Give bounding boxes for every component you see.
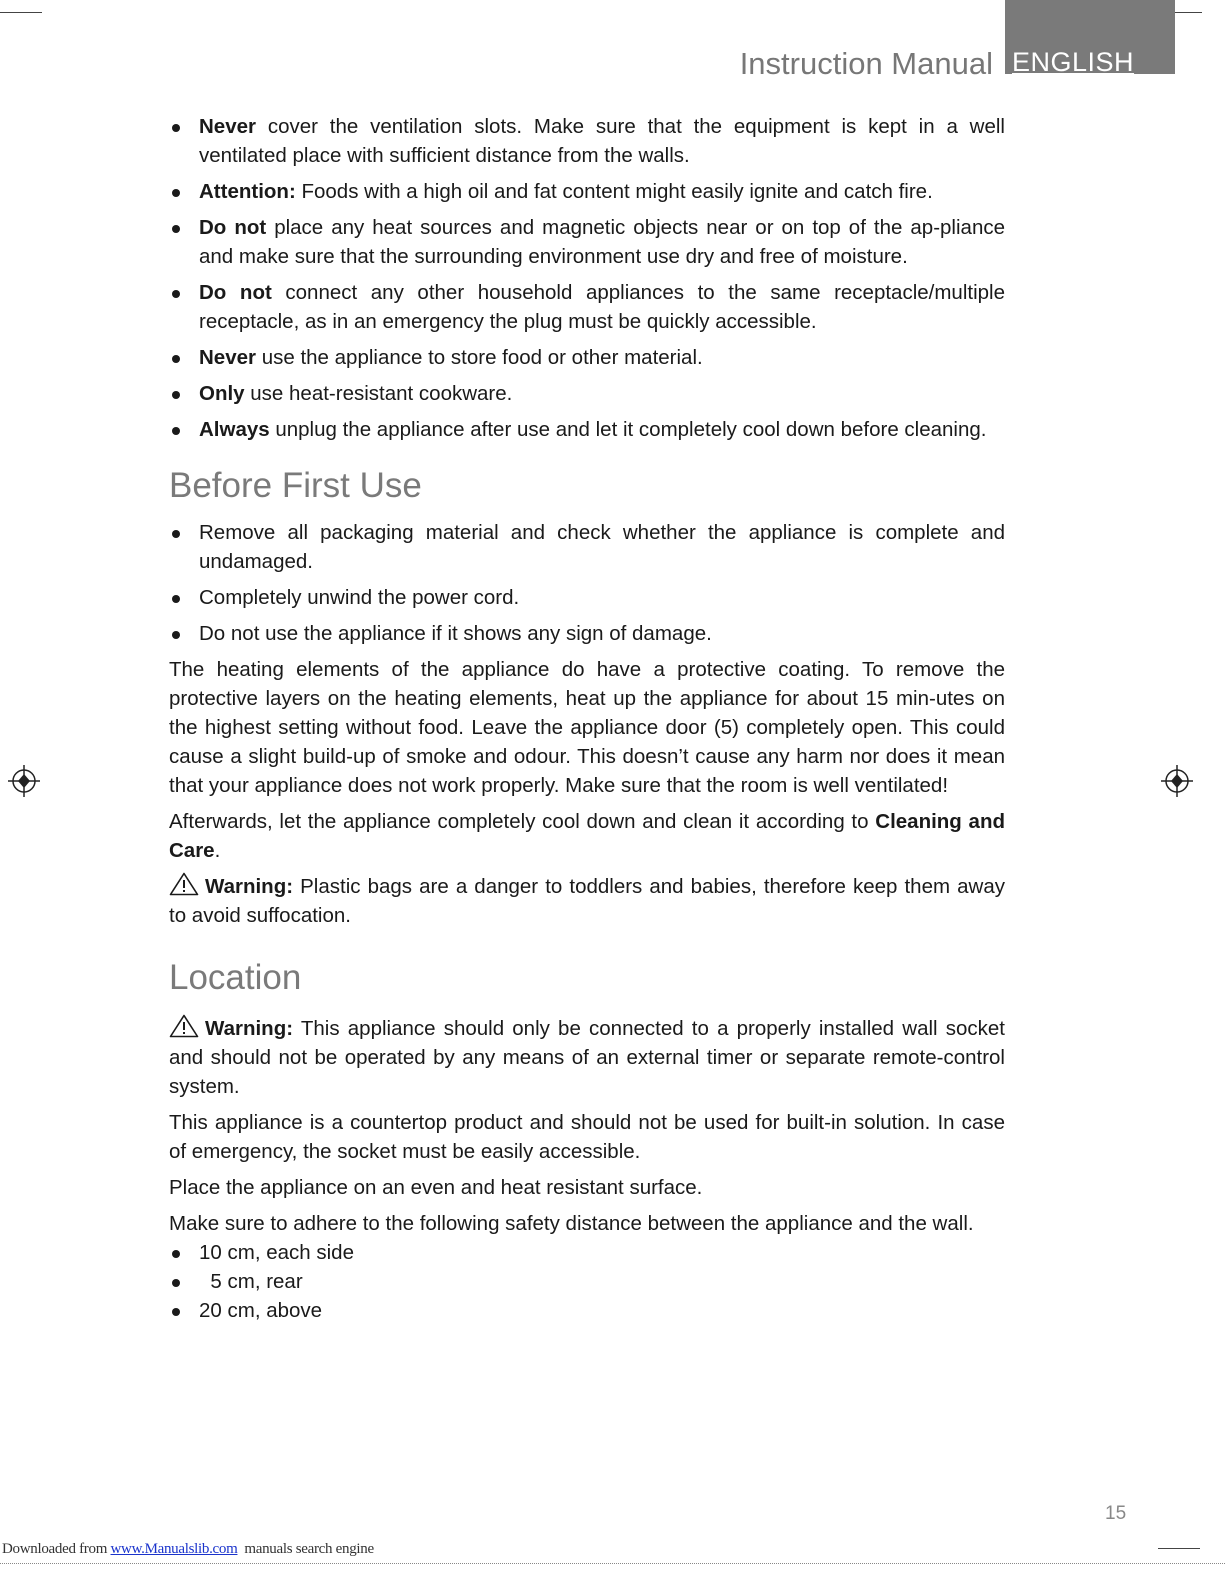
cleaning-care-reference: Cleaning and Care xyxy=(169,810,1005,862)
lead-word: Never xyxy=(199,346,256,369)
item-text: place any heat sources and magnetic objects near or on top of the ap-pliance and make sure that the surrounding environment use dry and free of moisture. xyxy=(199,216,1005,268)
language-label: ENGLISH xyxy=(1012,47,1135,77)
distance-list xyxy=(169,1238,1005,1325)
before-first-use-list xyxy=(169,518,1005,648)
manualslib-link[interactable]: www.Manualslib.com xyxy=(110,1541,238,1557)
afterwards-paragraph xyxy=(169,807,1005,865)
footer-prefix: Downloaded from xyxy=(2,1541,111,1557)
download-footer xyxy=(2,1541,374,1558)
lead-word: Attention: xyxy=(199,180,296,203)
safety-list xyxy=(169,112,1005,444)
list-item xyxy=(169,177,1005,206)
socket-warning xyxy=(169,1014,1005,1101)
list-item: Do not use the appliance if it shows any sign of damage. xyxy=(169,619,1005,648)
page-content xyxy=(169,112,1005,1325)
paragraph-text: Afterwards, let the appliance completely cool down and clean it according to xyxy=(169,810,876,833)
item-text: use the appliance to store food or other material. xyxy=(256,346,703,369)
list-item xyxy=(169,112,1005,170)
lead-word: Only xyxy=(199,382,245,405)
plastic-bag-warning xyxy=(169,872,1005,930)
page-number: 15 xyxy=(1105,1503,1127,1524)
item-text: connect any other household appliances to the same receptacle/multiple receptacle, as in an emergency the plug must be quickly accessible. xyxy=(199,281,1005,333)
warning-triangle-icon xyxy=(169,1014,199,1038)
lead-word: Do not xyxy=(199,216,267,239)
section-heading-before-first-use: Before First Use xyxy=(169,466,422,505)
surface-paragraph: Place the appliance on an even and heat resistant surface. xyxy=(169,1176,703,1199)
list-item xyxy=(169,213,1005,271)
registration-mark-icon xyxy=(1161,765,1193,797)
list-item: Remove all packaging material and check whether the appliance is complete and undamaged. xyxy=(169,518,1005,576)
list-item xyxy=(169,415,1005,444)
footer-divider xyxy=(0,1563,1225,1564)
lead-word: Never xyxy=(199,115,256,138)
item-text: use heat-resistant cookware. xyxy=(244,382,513,405)
list-item: 10 cm, each side xyxy=(169,1238,1005,1267)
item-text: Foods with a high oil and fat content might easily ignite and catch fire. xyxy=(295,180,933,203)
list-item: 5 cm, rear xyxy=(169,1267,1005,1296)
list-item xyxy=(169,379,1005,408)
list-item xyxy=(169,343,1005,372)
warning-text: Plastic bags are a danger to toddlers and babies, therefore keep them away to avoid suffocation. xyxy=(169,875,1005,927)
distance-paragraph: Make sure to adhere to the following safety distance between the appliance and the wall. xyxy=(169,1212,974,1235)
section-heading-location: Location xyxy=(169,958,302,997)
warning-label: Warning: xyxy=(205,1017,294,1040)
countertop-paragraph: This appliance is a countertop product and should not be used for built-in solution. In case of emergency, the socket must be easily accessible. xyxy=(169,1111,1005,1163)
warning-text: This appliance should only be connected to a properly installed wall socket and should not be operated by any means of an external timer or separate remote-control system. xyxy=(169,1017,1005,1098)
list-item: 20 cm, above xyxy=(169,1296,1005,1325)
list-item: Completely unwind the power cord. xyxy=(169,583,1005,612)
warning-triangle-icon xyxy=(169,872,199,896)
registration-mark-icon xyxy=(8,765,40,797)
manual-title: Instruction Manual xyxy=(739,46,993,81)
crop-mark-top-left xyxy=(0,12,42,13)
crop-mark-bottom-right xyxy=(1158,1548,1200,1549)
coating-paragraph: The heating elements of the appliance do have a protective coating. To remove the protective layers on the heating elements, heat up the appliance for about 15 min-utes on the highest setting without food. Leave the appliance door (5) completely open. This could cause a slight build-up of smoke and odour. This doesn’t cause any harm nor does it mean that your appliance does not work properly. Make sure that the room is well ventilated! xyxy=(169,658,1005,797)
footer-suffix: manuals search engine xyxy=(237,1541,374,1557)
list-item xyxy=(169,278,1005,336)
warning-label: Warning: xyxy=(205,875,294,898)
lead-word: Always xyxy=(199,418,270,441)
lead-word: Do not xyxy=(199,281,272,304)
paragraph-end: . xyxy=(214,839,221,862)
item-text: unplug the appliance after use and let it completely cool down before cleaning. xyxy=(269,418,987,441)
item-text: cover the ventilation slots. Make sure that the equipment is kept in a well ventilated place with sufficient distance from the walls. xyxy=(199,115,1005,167)
